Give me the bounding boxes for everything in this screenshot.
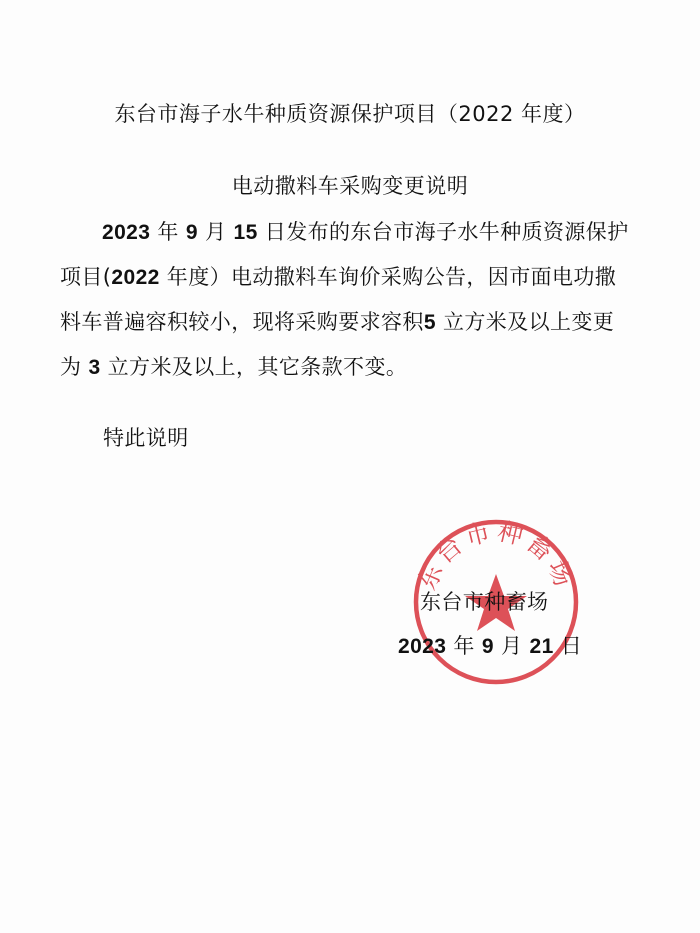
- seal-text-path: 东台市种畜场: [412, 518, 580, 595]
- signature-org-name: 东台市种畜场: [420, 590, 549, 614]
- body-year: 2023: [102, 221, 151, 244]
- body-project-year: 2022: [111, 266, 160, 289]
- date-day: 21: [529, 635, 554, 658]
- date-text-segment: 年: [446, 634, 482, 658]
- closing-text: 特此说明: [103, 426, 189, 450]
- body-text-segment: 立方米及以上，其它条款不变。: [100, 355, 408, 379]
- body-text-segment: 日发布的东台市海子水牛种质资源保护项目(: [60, 220, 629, 289]
- date-year: 2023: [398, 635, 447, 658]
- date-month: 9: [481, 635, 494, 658]
- body-month: 9: [185, 221, 198, 244]
- document-subtitle: 电动撒料车采购变更说明: [231, 174, 469, 198]
- date-text-segment: 月: [493, 634, 530, 658]
- signature-date: [398, 630, 582, 660]
- body-text-segment: 月: [197, 220, 234, 244]
- body-new-volume: 3: [88, 356, 101, 379]
- body-day: 15: [233, 221, 258, 244]
- body-text-segment: 年: [150, 220, 186, 244]
- body-text-segment: 立方米及以上变更为: [60, 310, 615, 379]
- body-paragraph: [60, 210, 630, 390]
- date-text-segment: 日: [553, 634, 583, 658]
- body-text-segment: 年度）电动撒料车询价采购公告，因市面电功撒料车普遍容积较小，现将采购要求容积: [60, 265, 617, 334]
- document-title: 东台市海子水牛种质资源保护项目（2022 年度）: [114, 102, 586, 126]
- body-old-volume: 5: [423, 311, 436, 334]
